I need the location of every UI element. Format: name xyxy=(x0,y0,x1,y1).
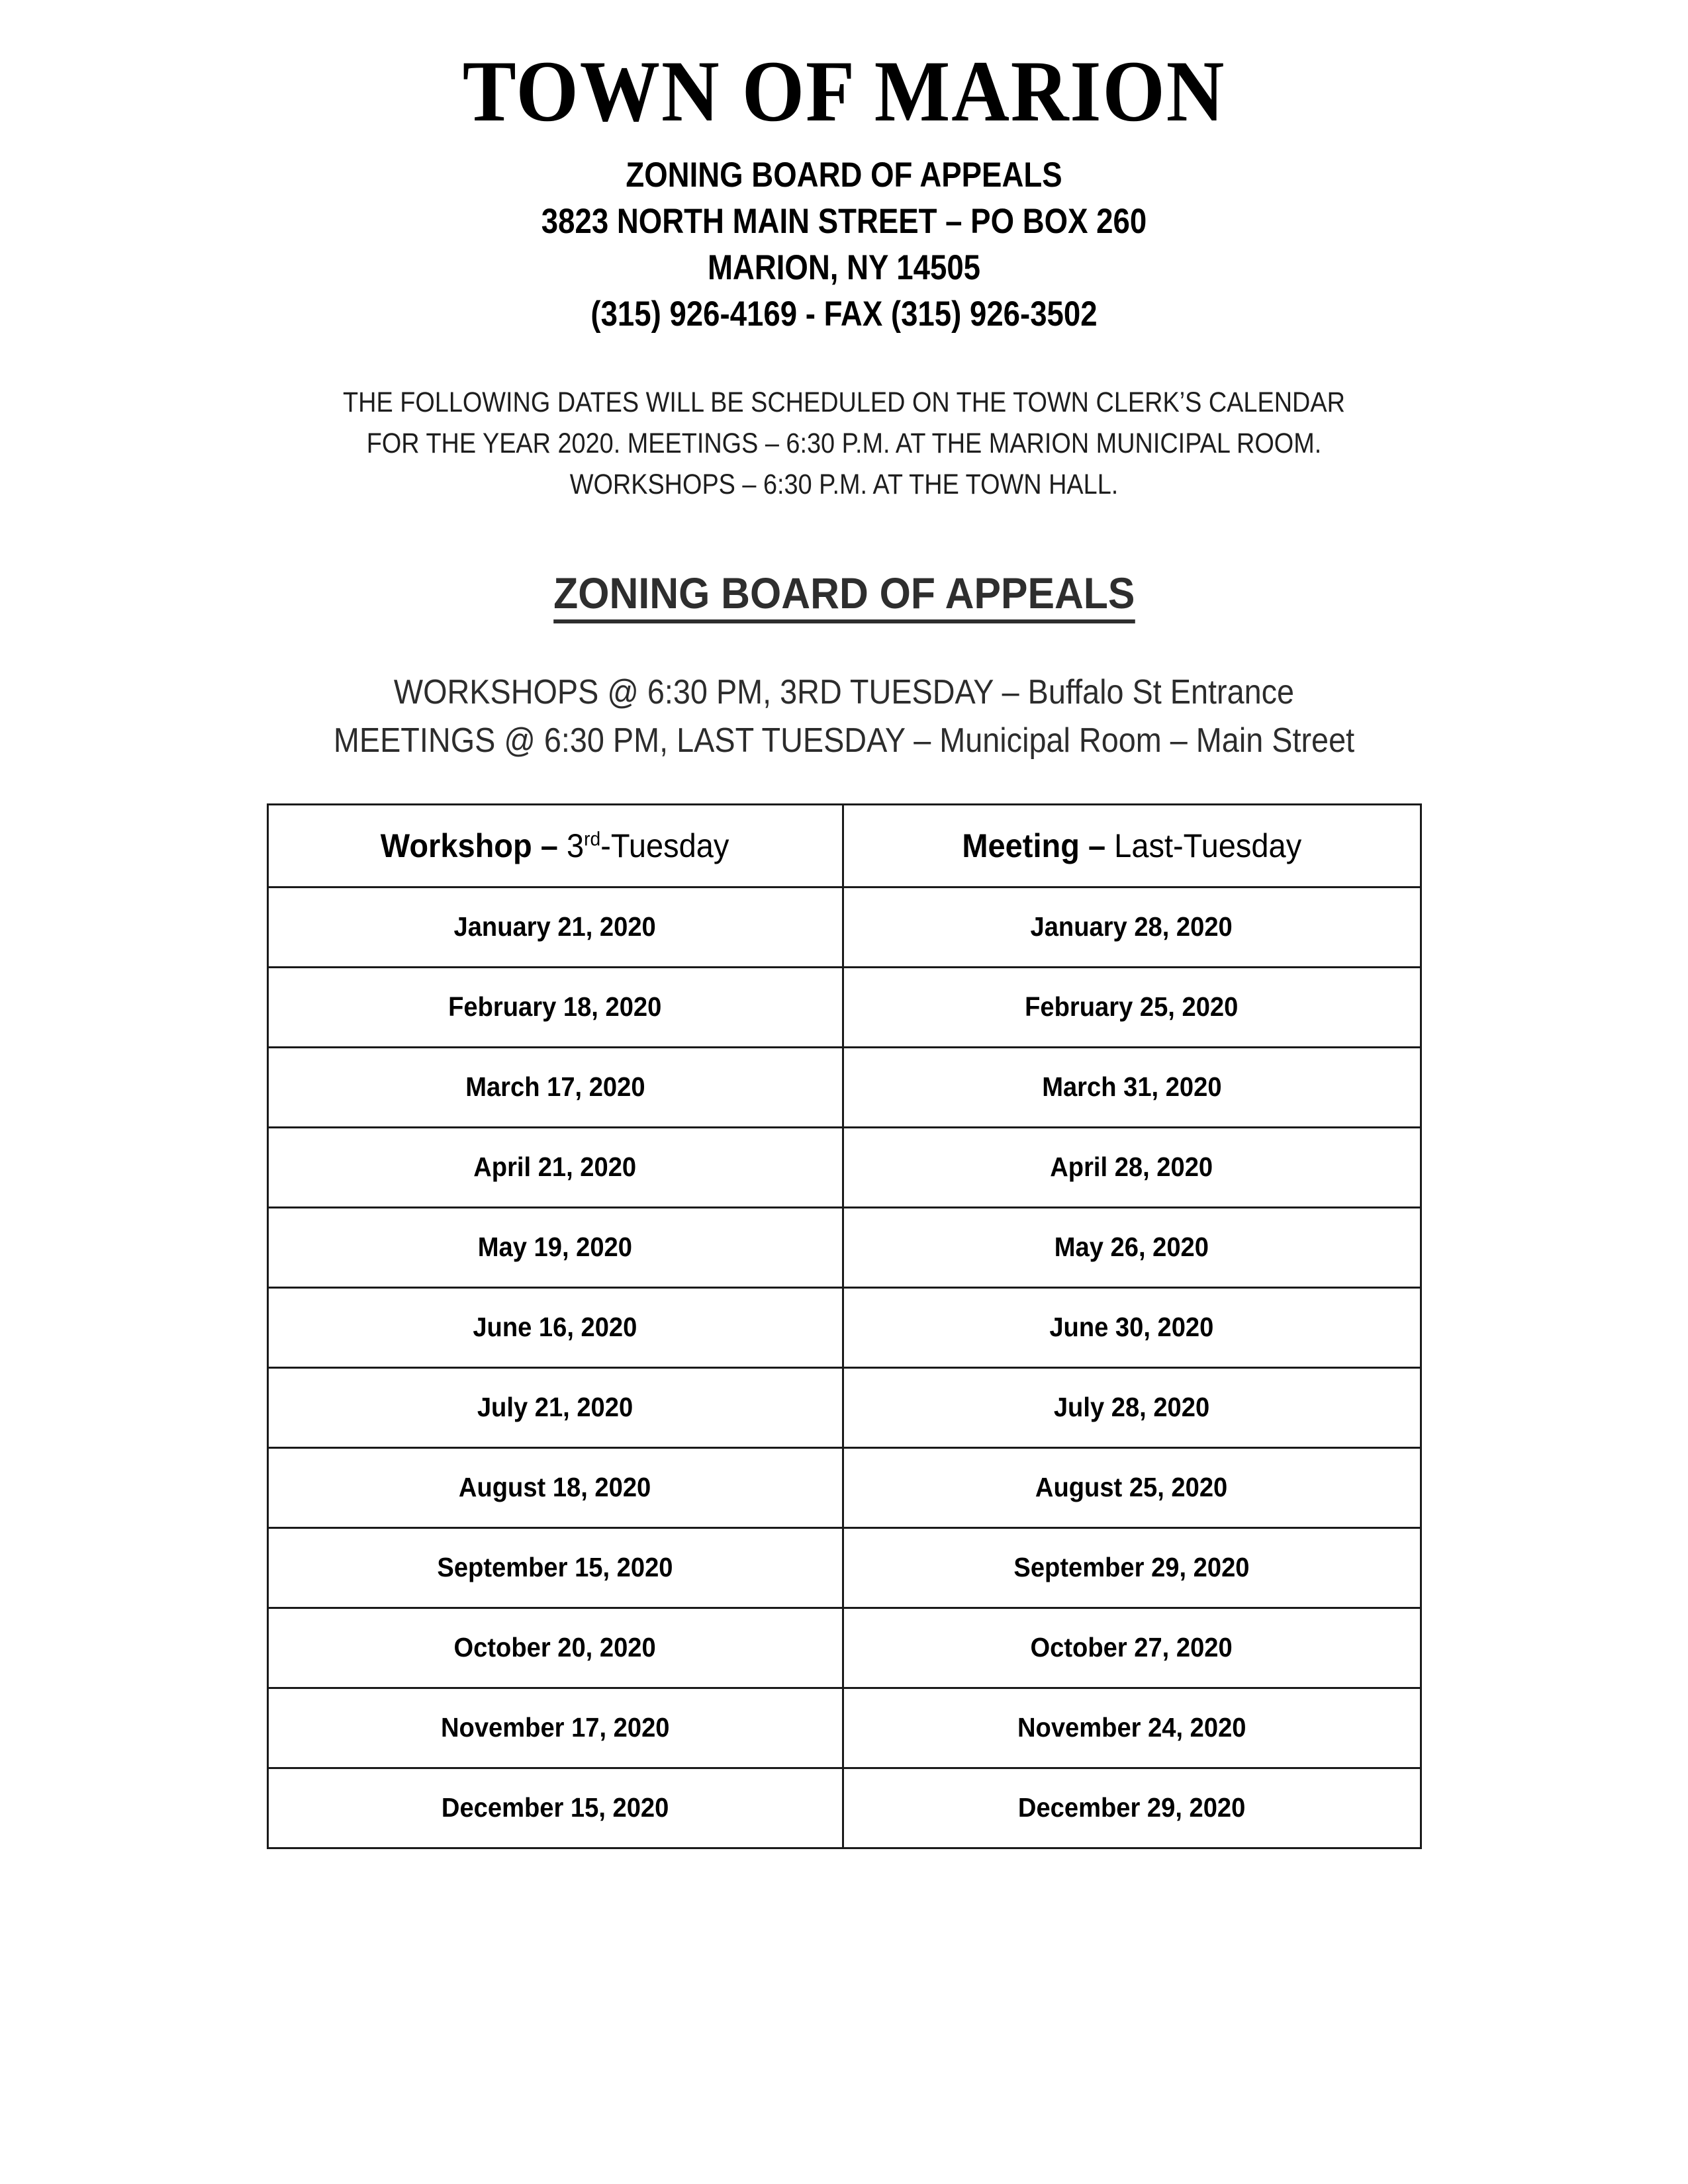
cell-meeting-date xyxy=(843,1047,1421,1127)
cell-meeting-date xyxy=(843,967,1421,1047)
cell-workshop-date xyxy=(267,1127,843,1207)
table-row xyxy=(267,1608,1421,1688)
cell-meeting-date xyxy=(843,1768,1421,1848)
page-title: TOWN OF MARION xyxy=(462,42,1226,140)
meeting-date-text: April 28, 2020 xyxy=(1050,1152,1213,1183)
cell-meeting-date xyxy=(843,887,1421,967)
column-header-meeting-rest: Last-Tuesday xyxy=(1113,827,1301,864)
intro-line-3: WORKSHOPS – 6:30 P.M. AT THE TOWN HALL. xyxy=(569,468,1119,500)
column-header-meeting xyxy=(843,804,1421,887)
section-heading-zoning-board-of-appeals: ZONING BOARD OF APPEALS xyxy=(553,569,1135,624)
meeting-date-text: January 28, 2020 xyxy=(1030,911,1233,942)
workshop-date-text: September 15, 2020 xyxy=(437,1552,673,1583)
workshop-date-text: March 17, 2020 xyxy=(465,1071,645,1103)
workshop-date-text: February 18, 2020 xyxy=(448,991,662,1023)
workshop-date-text: October 20, 2020 xyxy=(453,1632,657,1663)
column-header-meeting-bold: Meeting – xyxy=(962,827,1114,864)
cell-meeting-date xyxy=(843,1207,1421,1287)
workshop-date-text: November 17, 2020 xyxy=(440,1712,670,1743)
workshop-date-text: July 21, 2020 xyxy=(477,1392,633,1423)
org-line-phone-fax: (315) 926-4169 - FAX (315) 926-3502 xyxy=(590,294,1098,334)
table-row xyxy=(267,1287,1421,1367)
cell-workshop-date xyxy=(267,1527,843,1608)
meeting-date-text: May 26, 2020 xyxy=(1054,1232,1209,1263)
intro-paragraph xyxy=(0,383,1688,506)
workshop-date-text: April 21, 2020 xyxy=(473,1152,637,1183)
table-row xyxy=(267,1047,1421,1127)
table-row xyxy=(267,1367,1421,1447)
cell-workshop-date xyxy=(267,1688,843,1768)
meeting-date-text: March 31, 2020 xyxy=(1041,1071,1222,1103)
table-row xyxy=(267,1447,1421,1527)
schedule-description xyxy=(0,668,1688,765)
table-row xyxy=(267,1207,1421,1287)
meeting-date-text: November 24, 2020 xyxy=(1017,1712,1246,1743)
meeting-date-text: August 25, 2020 xyxy=(1035,1472,1228,1503)
column-header-workshop-text xyxy=(381,827,729,865)
column-header-workshop-bold: Workshop – xyxy=(381,827,567,864)
schedule-table-container xyxy=(0,803,1688,1849)
table-row xyxy=(267,1127,1421,1207)
cell-meeting-date xyxy=(843,1127,1421,1207)
meeting-date-text: February 25, 2020 xyxy=(1025,991,1239,1023)
table-row xyxy=(267,887,1421,967)
column-header-workshop xyxy=(267,804,843,887)
cell-workshop-date xyxy=(267,887,843,967)
cell-workshop-date xyxy=(267,1367,843,1447)
cell-meeting-date xyxy=(843,1688,1421,1768)
cell-workshop-date xyxy=(267,967,843,1047)
cell-meeting-date xyxy=(843,1608,1421,1688)
table-row xyxy=(267,1688,1421,1768)
workshop-date-text: May 19, 2020 xyxy=(477,1232,633,1263)
org-line-street-address: 3823 NORTH MAIN STREET – PO BOX 260 xyxy=(541,201,1147,241)
table-row xyxy=(267,1527,1421,1608)
schedule-description-workshops: WORKSHOPS @ 6:30 PM, 3RD TUESDAY – Buffalo St Entrance xyxy=(393,673,1295,712)
cell-meeting-date xyxy=(843,1447,1421,1527)
meeting-date-text: December 29, 2020 xyxy=(1017,1792,1246,1823)
table-header-row xyxy=(267,804,1421,887)
workshop-date-text: June 16, 2020 xyxy=(473,1312,637,1343)
meeting-date-text: October 27, 2020 xyxy=(1030,1632,1233,1663)
cell-meeting-date xyxy=(843,1287,1421,1367)
intro-line-1: THE FOLLOWING DATES WILL BE SCHEDULED ON THE TOWN CLERK’S CALENDAR xyxy=(343,386,1345,418)
workshop-date-text: August 18, 2020 xyxy=(459,1472,651,1503)
column-header-workshop-rest: -Tuesday xyxy=(600,827,729,864)
cell-workshop-date xyxy=(267,1608,843,1688)
masthead xyxy=(0,0,1688,338)
table-row xyxy=(267,967,1421,1047)
intro-line-2: FOR THE YEAR 2020. MEETINGS – 6:30 P.M. AT THE MARION MUNICIPAL ROOM. xyxy=(366,427,1322,459)
cell-workshop-date xyxy=(267,1768,843,1848)
org-line-city-state-zip: MARION, NY 14505 xyxy=(707,248,981,287)
meeting-date-text: June 30, 2020 xyxy=(1049,1312,1214,1343)
meeting-date-text: July 28, 2020 xyxy=(1053,1392,1210,1423)
workshop-date-text: January 21, 2020 xyxy=(453,911,657,942)
column-header-workshop-ordinal-suffix: rd xyxy=(584,828,601,850)
cell-meeting-date xyxy=(843,1527,1421,1608)
cell-workshop-date xyxy=(267,1447,843,1527)
workshop-date-text: December 15, 2020 xyxy=(441,1792,669,1823)
organization-address-block xyxy=(0,152,1688,338)
table-row xyxy=(267,1768,1421,1848)
cell-workshop-date xyxy=(267,1047,843,1127)
schedule-table xyxy=(267,803,1422,1849)
section-heading-container xyxy=(0,569,1688,624)
schedule-description-meetings: MEETINGS @ 6:30 PM, LAST TUESDAY – Municipal Room – Main Street xyxy=(333,721,1355,760)
meeting-date-text: September 29, 2020 xyxy=(1013,1552,1250,1583)
org-line-board-name: ZONING BOARD OF APPEALS xyxy=(626,156,1062,195)
cell-workshop-date xyxy=(267,1287,843,1367)
cell-meeting-date xyxy=(843,1367,1421,1447)
column-header-workshop-ordinal-number: 3 xyxy=(567,827,585,864)
column-header-meeting-text xyxy=(962,827,1301,865)
cell-workshop-date xyxy=(267,1207,843,1287)
